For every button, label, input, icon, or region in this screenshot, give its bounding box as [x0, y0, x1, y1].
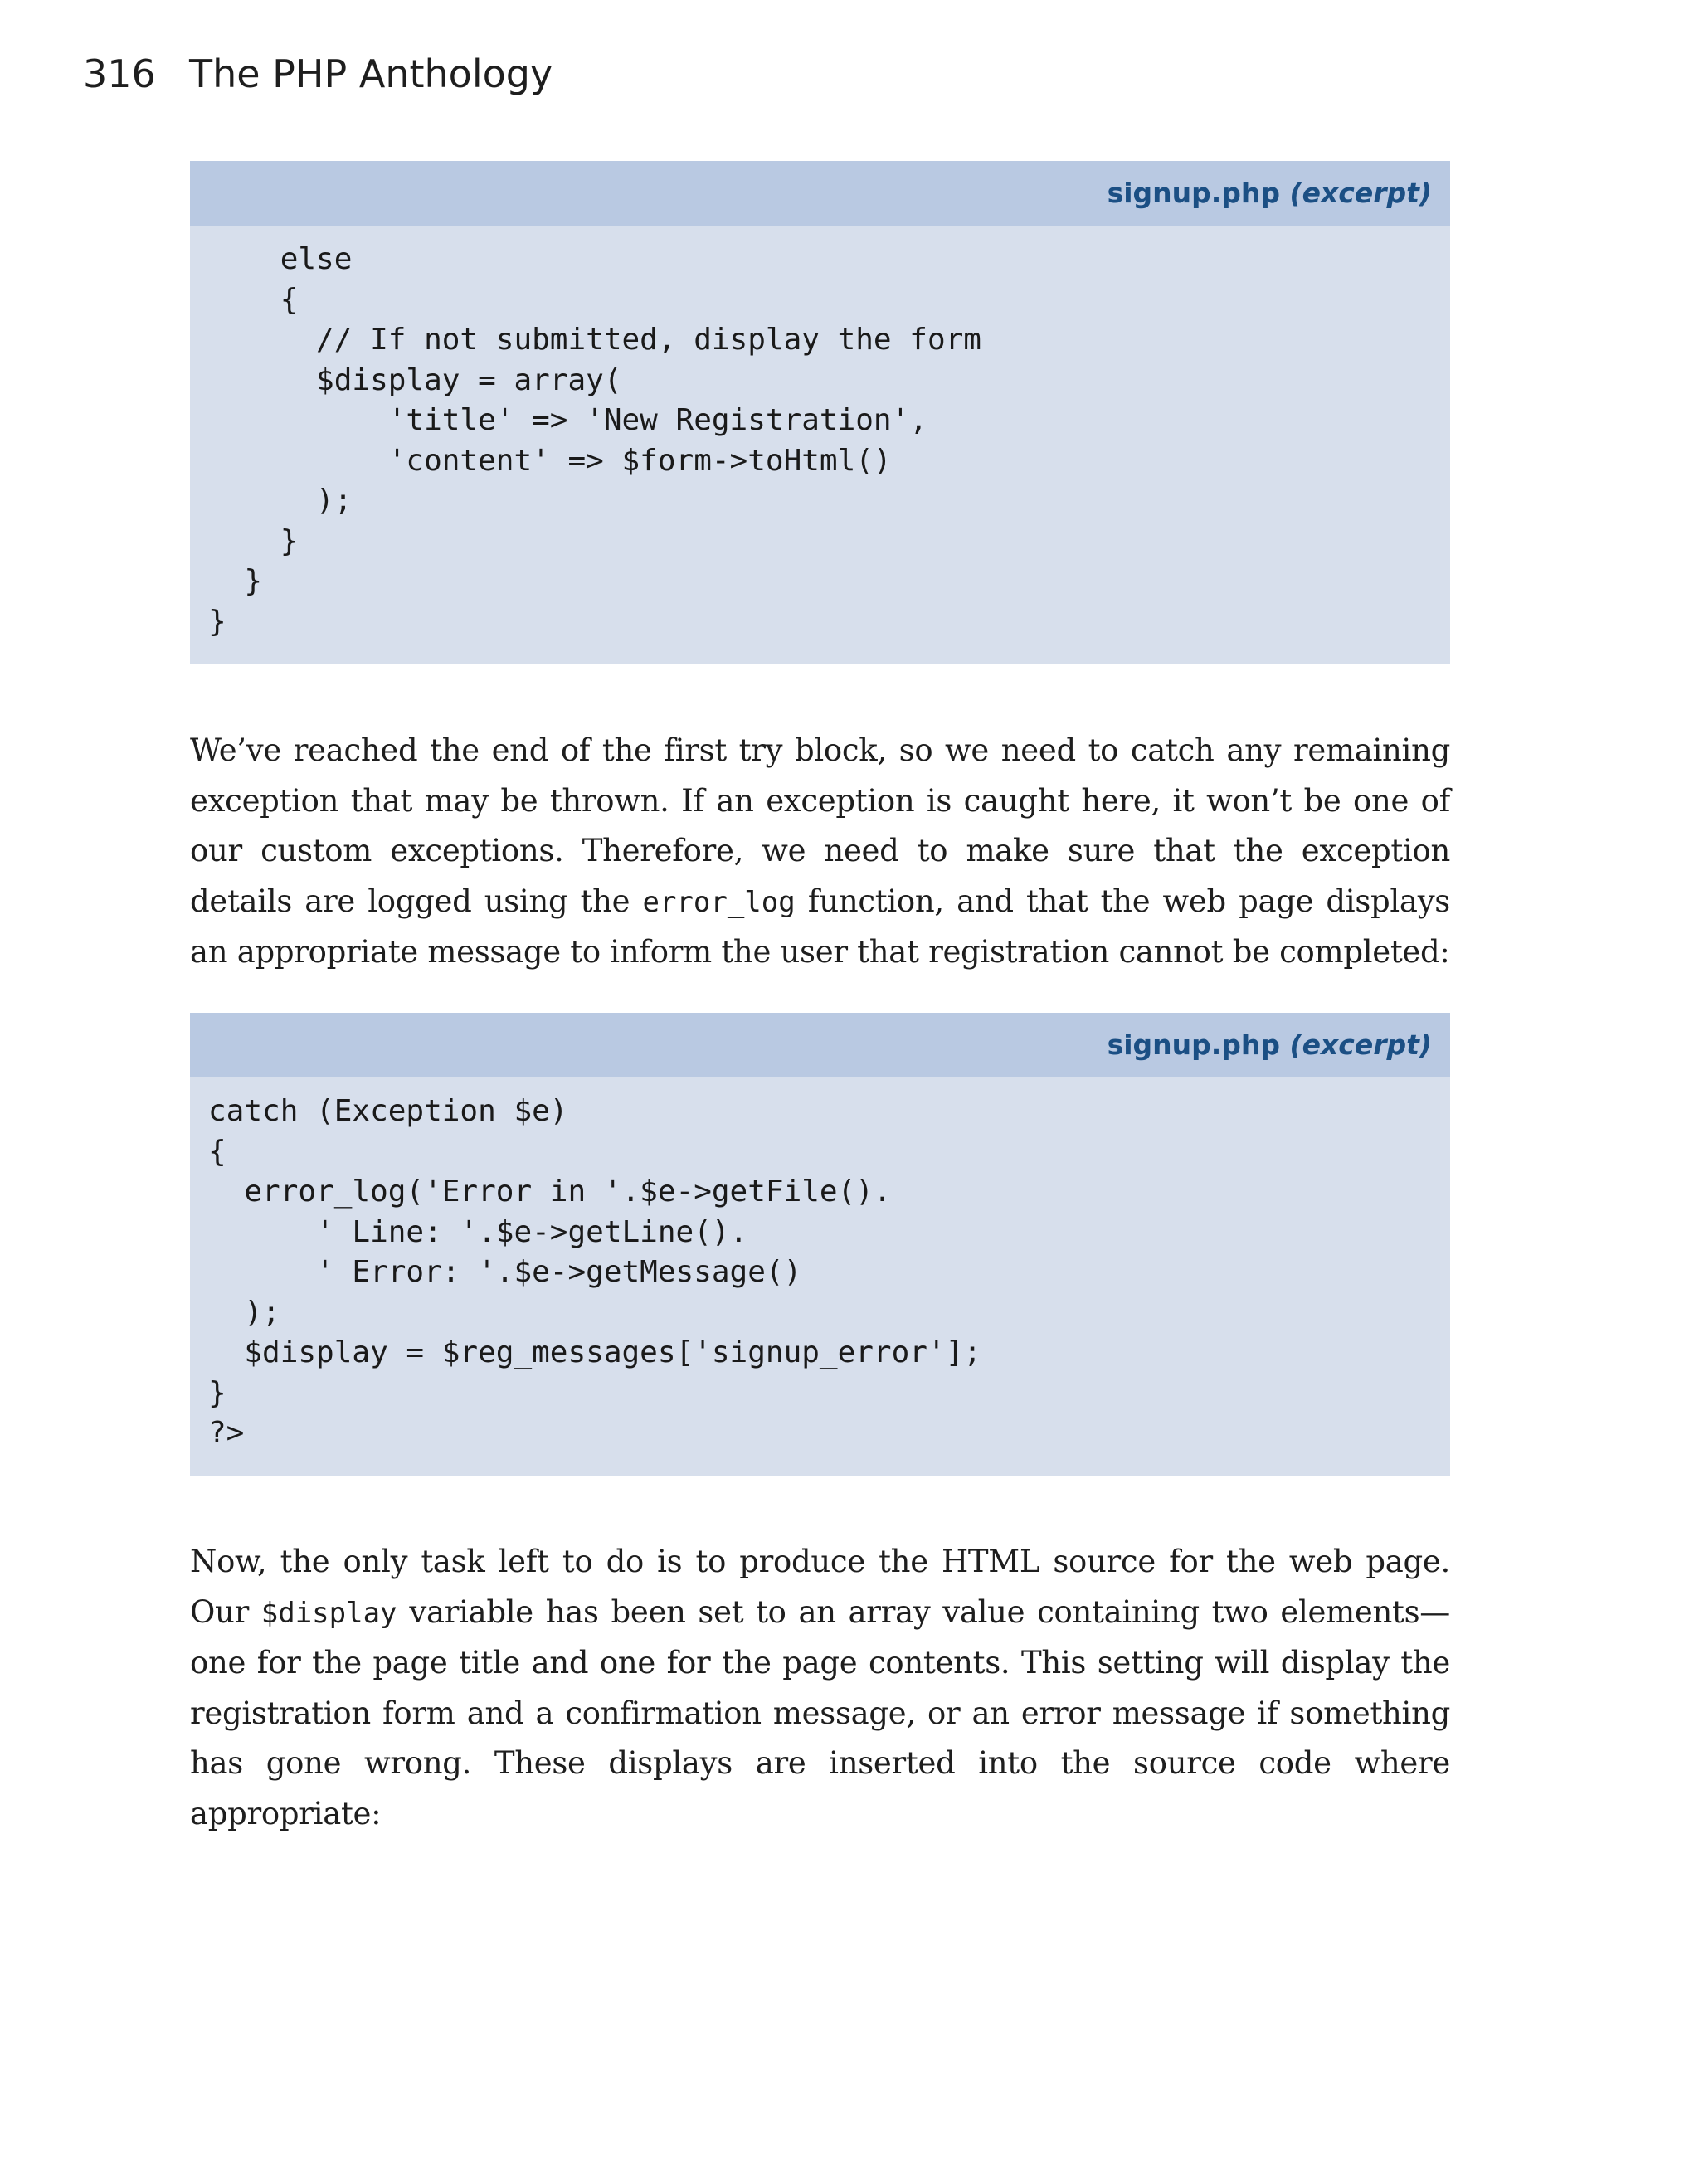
paragraph-text: We’ve reached the end of the first try block, so we need to catch any remaining exception that may be thrown. If an exception is caught here, it won’t be one of our custom exceptions. Therefore, we need to make sure that the exception details are logged using the — [190, 732, 1450, 919]
code-excerpt-note: (excerpt) — [1289, 1029, 1432, 1061]
code-block-caption — [190, 1013, 1450, 1077]
code-excerpt-note: (excerpt) — [1289, 177, 1432, 209]
page-number: 316 — [83, 51, 156, 96]
code-block — [190, 1013, 1450, 1476]
code-block — [190, 161, 1450, 664]
code-listing: else { // If not submitted, display the form $display = array( 'title' => 'New Registration', 'content' => $form->toHtml() ); } } } — [208, 242, 981, 639]
running-head — [83, 48, 553, 100]
body-paragraph — [190, 726, 1450, 978]
paragraph-text: variable has been set to an array value containing two elements—one for the page title and one for the page contents. This setting will display the registration form and a confirmation message, or an error message if something has gone wrong. These displays are inserted into the source code where appropriate: — [190, 1593, 1450, 1831]
inline-code: $display — [260, 1596, 397, 1630]
book-title: The PHP Anthology — [189, 51, 553, 96]
code-listing: catch (Exception $e) { error_log('Error in '.$e->getFile(). ' Line: '.$e->getLine(). ' Error: '.$e->getMessage() ); $display = $reg_messages['signup_error']; } ?> — [208, 1094, 981, 1450]
code-filename: signup.php — [1107, 177, 1281, 209]
inline-code: error_log — [642, 885, 796, 919]
code-block-caption — [190, 161, 1450, 226]
paragraph-text: function, and that the web page displays an appropriate message to inform the user that registration cannot be completed: — [190, 883, 1450, 970]
body-paragraph — [190, 1537, 1450, 1839]
paragraph-text: Now, the only task left to do is to produce the HTML source for the web page. Our — [190, 1544, 1450, 1630]
code-filename: signup.php — [1107, 1029, 1281, 1061]
